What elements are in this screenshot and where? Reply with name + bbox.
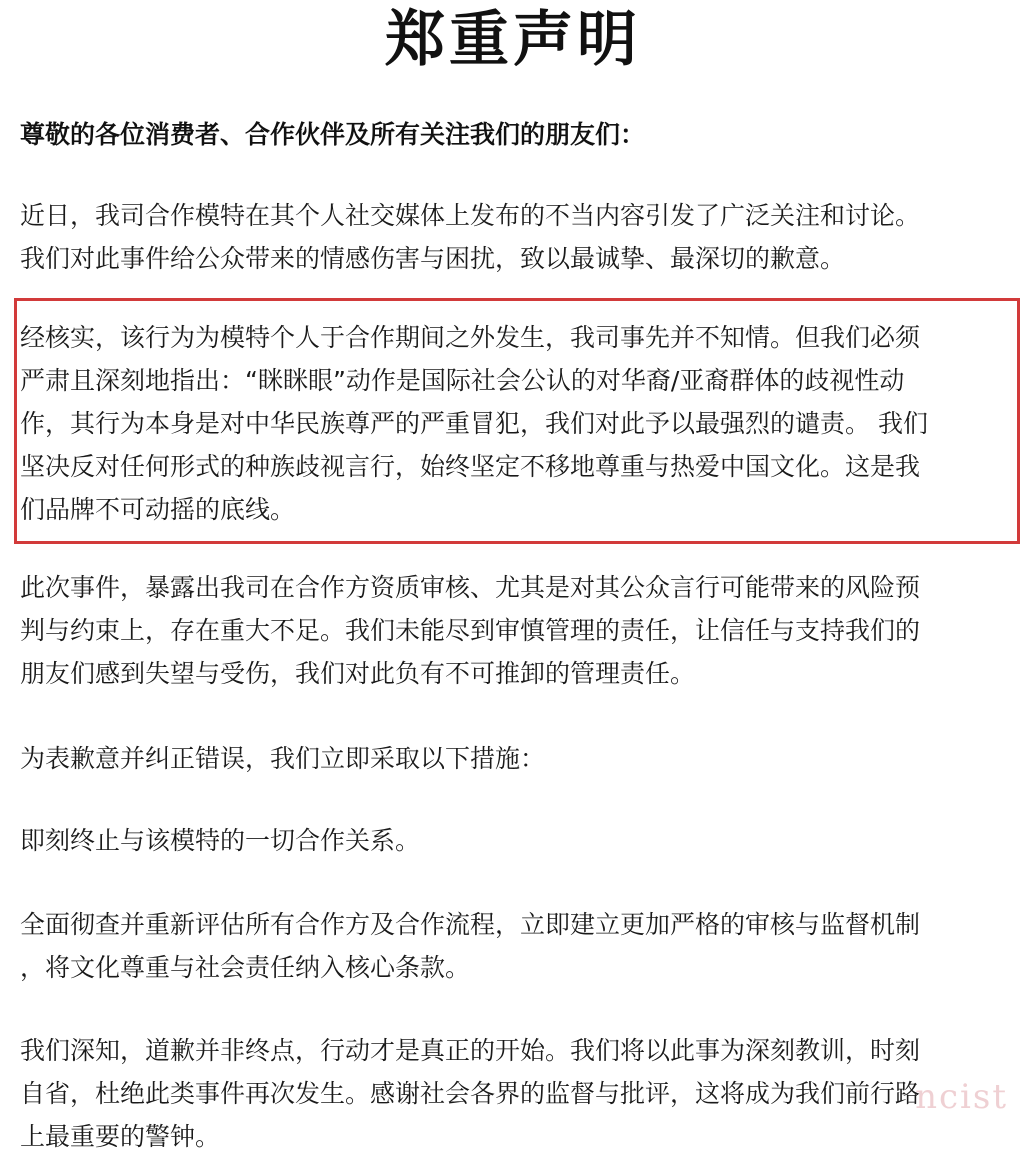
salutation: 尊敬的各位消费者、合作伙伴及所有关注我们的朋友们：: [20, 120, 646, 149]
paragraph-line: 为表歉意并纠正错误，我们立即采取以下措施：: [20, 744, 546, 773]
paragraph-closing: [20, 1029, 1020, 1158]
paragraph-measures-intro: [20, 737, 1020, 780]
paragraph-line: 即刻终止与该模特的一切合作关系。: [20, 826, 421, 855]
paragraph-measure-2: [20, 903, 1020, 989]
paragraph-line: 作，其行为本身是对中华民族尊严的严重冒犯，我们对此予以最强烈的谴责。 我们: [20, 409, 928, 438]
paragraph-line: 经核实，该行为为模特个人于合作期间之外发生，我司事先并不知情。但我们必须: [20, 323, 921, 352]
paragraph-line: 此次事件，暴露出我司在合作方资质审核、尤其是对其公众言行可能带来的风险预: [20, 573, 921, 602]
paragraph-line: 判与约束上，存在重大不足。我们未能尽到审慎管理的责任，让信任与支持我们的: [20, 616, 921, 645]
paragraph-highlighted-condemnation: [20, 316, 1020, 531]
paragraph-line: 严肃且深刻地指出：“眯眯眼”动作是国际社会公认的对华裔/亚裔群体的歧视性动: [20, 366, 905, 395]
paragraph-measure-1: [20, 819, 1020, 862]
paragraph-line: 自省，杜绝此类事件再次发生。感谢社会各界的监督与批评，这将成为我们前行路: [20, 1079, 921, 1108]
paragraph-line: 近日，我司合作模特在其个人社交媒体上发布的不当内容引发了广泛关注和讨论。: [20, 201, 921, 230]
paragraph-line: 我们对此事件给公众带来的情感伤害与困扰，致以最诚挚、最深切的歉意。: [20, 244, 846, 273]
paragraph-apology: [20, 194, 1020, 280]
paragraph-line: 们品牌不可动摇的底线。: [20, 495, 296, 524]
paragraph-line: 全面彻查并重新评估所有合作方及合作流程，立即建立更加严格的审核与监督机制: [20, 910, 921, 939]
paragraph-line: 我们深知，道歉并非终点，行动才是真正的开始。我们将以此事为深刻教训，时刻: [20, 1036, 921, 1065]
paragraph-responsibility: [20, 566, 1020, 695]
document-title: 郑重声明: [385, 5, 641, 75]
paragraph-line: ，将文化尊重与社会责任纳入核心条款。: [20, 953, 471, 982]
watermark: ncist: [915, 1077, 1008, 1117]
paragraph-line: 上最重要的警钟。: [20, 1122, 221, 1151]
paragraph-line: 朋友们感到失望与受伤，我们对此负有不可推卸的管理责任。: [20, 659, 696, 688]
paragraph-line: 坚决反对任何形式的种族歧视言行，始终坚定不移地尊重与热爱中国文化。这是我: [20, 452, 921, 481]
